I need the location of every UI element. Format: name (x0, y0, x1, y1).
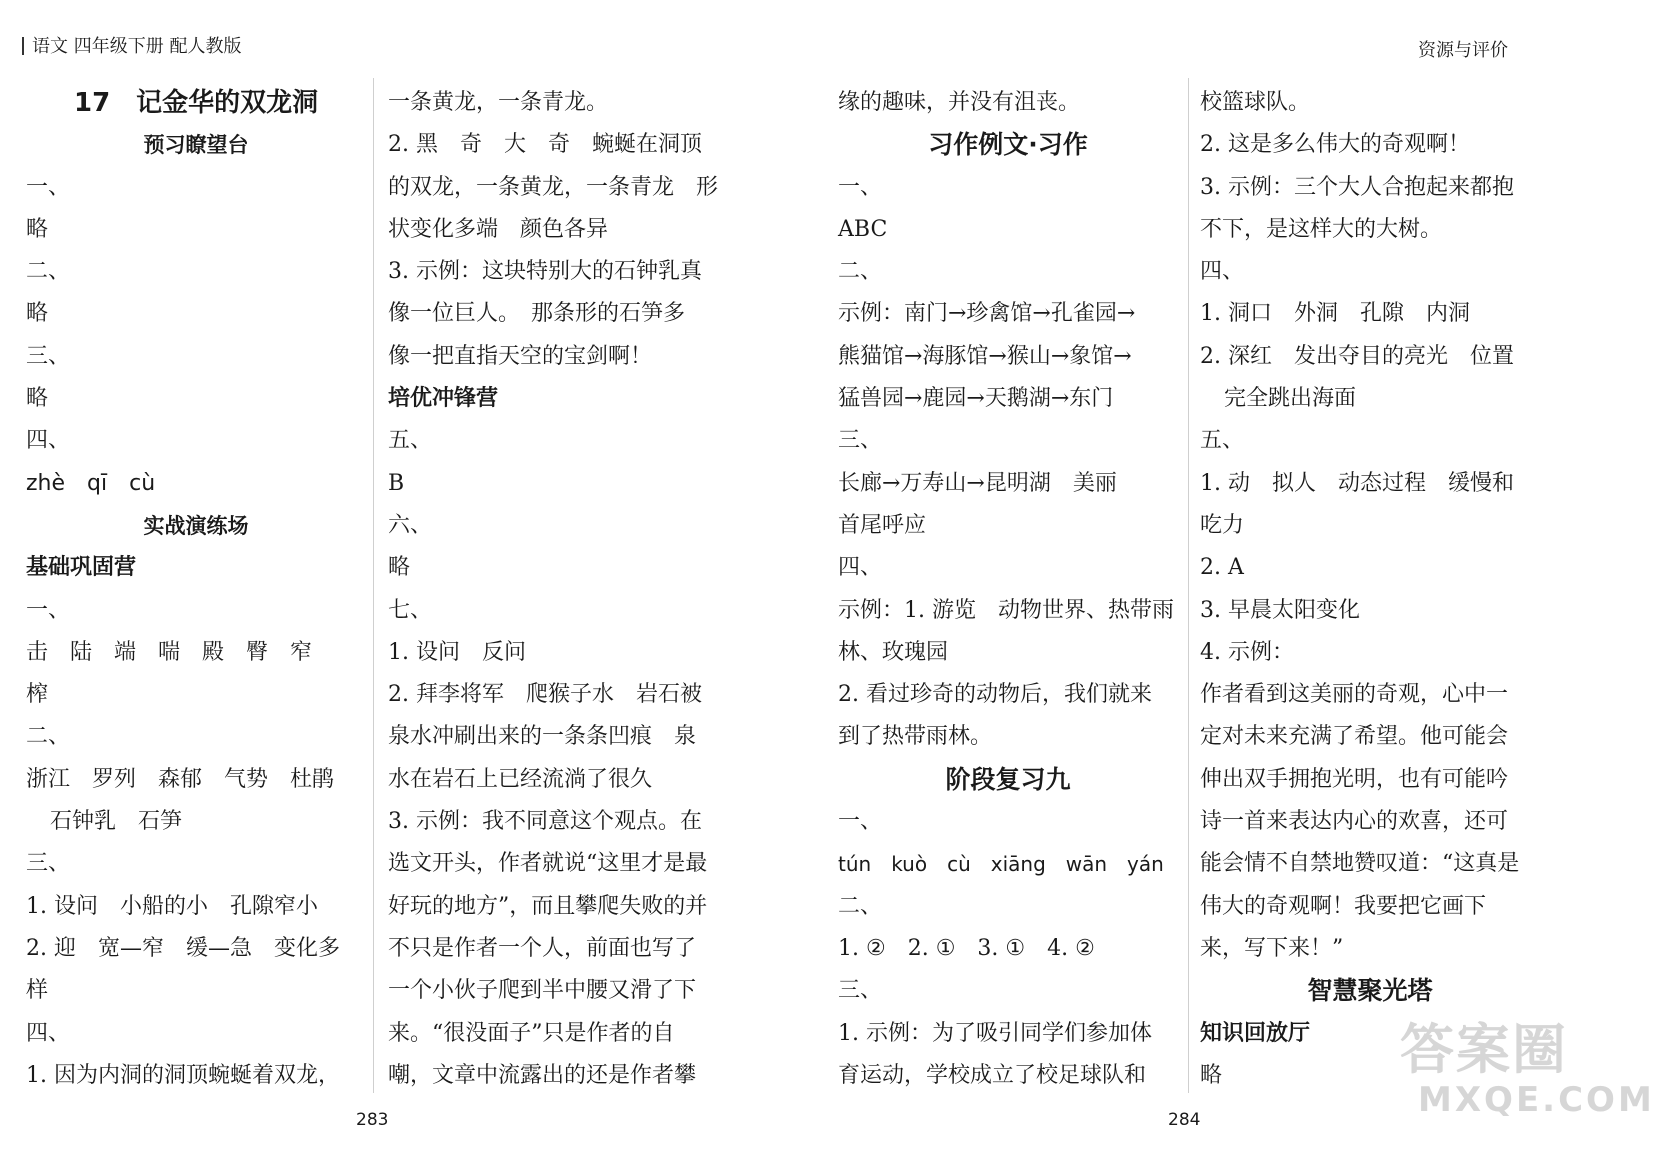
answer-line: tún kuò cù xiāng wān yán (838, 852, 1164, 877)
answer-line: 3. 示例：我不同意这个观点。在 (388, 809, 702, 835)
question-number: 二、 (26, 259, 71, 285)
section-heading: 习作例文·习作 (928, 130, 1088, 160)
answer-line: 伸出双手拥抱光明，也有可能吟 (1200, 766, 1509, 792)
answer-line: 1. 动 拟人 动态过程 缓慢和 (1200, 470, 1514, 496)
answer-line: 4. 示例： (1200, 639, 1294, 665)
section-heading: 实战演练场 (143, 513, 249, 538)
question-number: 一、 (838, 809, 883, 835)
question-number: 一、 (838, 174, 883, 200)
answer-line: 吃力 (1200, 512, 1245, 538)
answer-line: 略 (26, 301, 49, 327)
answer-line: 首尾呼应 (838, 512, 927, 538)
answer-line: 泉水冲刷出来的一条条凹痕 泉 (388, 724, 697, 750)
question-number: 三、 (838, 428, 883, 454)
answer-line: 校篮球队。 (1200, 90, 1311, 115)
question-number: 三、 (26, 851, 71, 877)
subsection-heading: 知识回放厅 (1200, 1020, 1311, 1046)
answer-line: 2. 黑 奇 大 奇 蜿蜒在洞顶 (388, 132, 702, 158)
answer-line: ABC (838, 216, 888, 242)
section-heading: 阶段复习九 (945, 764, 1071, 794)
answer-line: 略 (388, 555, 411, 581)
answer-line: 2. 这是多么伟大的奇观啊！ (1200, 132, 1470, 158)
answer-line: 猛兽园→鹿园→天鹅湖→东门 (838, 386, 1114, 412)
answer-line: 来。“很没面子”只是作者的自 (388, 1020, 675, 1046)
header-bar (22, 37, 24, 55)
question-number: 四、 (26, 1020, 71, 1046)
answer-line: 育运动，学校成立了校足球队和 (838, 1062, 1147, 1088)
question-number: 二、 (26, 724, 71, 750)
answer-line: 1. 示例：为了吸引同学们参加体 (838, 1020, 1152, 1046)
running-header-left (22, 32, 241, 58)
question-number: 二、 (838, 893, 883, 919)
column-divider (1188, 78, 1189, 1093)
page-number-right: 284 (1168, 1110, 1201, 1130)
answer-line: 嘲，文章中流露出的还是作者攀 (388, 1062, 697, 1088)
answer-line: 像一把直指天空的宝剑啊！ (388, 343, 653, 369)
answer-line: 2. A (1200, 555, 1244, 581)
answer-line: 一条黄龙，一条青龙。 (388, 90, 609, 115)
question-number: 二、 (838, 259, 883, 285)
question-number: 四、 (838, 555, 883, 581)
answer-line: 3. 早晨太阳变化 (1200, 597, 1360, 623)
answer-column-1 (26, 82, 366, 1097)
answer-line: 不只是作者一个人，前面也写了 (388, 935, 697, 961)
question-number: 五、 (388, 428, 433, 454)
answer-line: 选文开头，作者就说“这里才是最 (388, 851, 708, 877)
question-number: 一、 (26, 597, 71, 623)
answer-line: 林、玫瑰园 (838, 639, 949, 665)
answer-line: 浙江 罗列 森郁 气势 杜鹃 (26, 766, 335, 792)
question-number: 七、 (388, 597, 433, 623)
question-number: 五、 (1200, 428, 1245, 454)
answer-line: 水在岩石上已经流淌了很久 (388, 766, 653, 792)
answer-line: 2. 拜李将军 爬猴子水 岩石被 (388, 682, 702, 708)
subsection-heading: 培优冲锋营 (388, 386, 499, 412)
answer-line: 略 (1200, 1062, 1223, 1088)
answer-line: 定对未来充满了希望。他可能会 (1200, 724, 1509, 750)
answer-line: 2. 迎 宽—窄 缓—急 变化多 (26, 935, 340, 961)
answer-line: 1. ② 2. ① 3. ① 4. ② (838, 935, 1095, 961)
question-number: 四、 (1200, 259, 1245, 285)
answer-line: 示例：1. 游览 动物世界、热带雨 (838, 597, 1174, 623)
answer-line: 缘的趣味，并没有沮丧。 (838, 90, 1081, 115)
answer-line: 1. 设问 反问 (388, 639, 526, 665)
answer-column-4 (1200, 82, 1540, 1097)
answer-line: 状变化多端 颜色各异 (388, 216, 609, 242)
question-number: 三、 (838, 978, 883, 1004)
answer-line: 榨 (26, 682, 49, 708)
answer-line: 1. 设问 小船的小 孔隙窄小 (26, 893, 318, 919)
question-number: 一、 (26, 174, 71, 200)
answer-line: 样 (26, 978, 49, 1004)
answer-line: 击 陆 端 喘 殿 臀 窄 (26, 639, 313, 665)
running-header-right: 资源与评价 (1418, 40, 1508, 61)
section-heading: 智慧聚光塔 (1307, 976, 1433, 1006)
answer-line: 不下，是这样大的大树。 (1200, 216, 1443, 242)
answer-line: 好玩的地方”，而且攀爬失败的并 (388, 893, 708, 919)
question-number: 四、 (26, 428, 71, 454)
watermark-url: MXQE.COM (1418, 1080, 1655, 1120)
answer-line: 1. 因为内洞的洞顶蜿蜒着双龙， (26, 1062, 340, 1088)
answer-line: 诗一首来表达内心的欢喜，还可 (1200, 809, 1509, 835)
answer-line: 熊猫馆→海豚馆→猴山→象馆→ (838, 343, 1132, 369)
answer-line: 示例：南门→珍禽馆→孔雀园→ (838, 301, 1136, 327)
answer-line: B (388, 470, 405, 496)
section-heading: 预习瞭望台 (143, 133, 249, 158)
watermark-text: 答案圈 (1400, 1018, 1568, 1081)
answer-line: 一个小伙子爬到半中腰又滑了下 (388, 978, 697, 1004)
answer-line: 完全跳出海面 (1224, 386, 1357, 412)
page-number-left: 283 (356, 1110, 389, 1130)
question-number: 三、 (26, 343, 71, 369)
answer-line: 长廊→万寿山→昆明湖 美丽 (838, 470, 1117, 496)
answer-line: 3. 示例：三个大人合抱起来都抱 (1200, 174, 1514, 200)
answer-line: 来，写下来！” (1200, 935, 1344, 961)
answer-line: 略 (26, 216, 49, 242)
answer-line: 1. 洞口 外洞 孔隙 内洞 (1200, 301, 1470, 327)
header-left-text: 语文 四年级下册 配人教版 (32, 36, 242, 57)
answer-column-2 (388, 82, 733, 1097)
subsection-heading: 基础巩固营 (26, 555, 137, 581)
question-number: 六、 (388, 512, 433, 538)
answer-line: 石钟乳 石笋 (50, 809, 183, 835)
lesson-title: 17 记金华的双龙洞 (74, 88, 319, 118)
answer-line: 3. 示例：这块特别大的石钟乳真 (388, 259, 702, 285)
answer-line: 像一位巨人。 那条形的石笋多 (388, 301, 686, 327)
answer-line: 2. 深红 发出夺目的亮光 位置 (1200, 343, 1514, 369)
answer-line: 略 (26, 386, 49, 412)
column-divider (373, 78, 374, 1093)
answer-line: 的双龙，一条黄龙，一条青龙 形 (388, 174, 719, 200)
watermark-logo (1400, 1018, 1655, 1150)
answer-line: 作者看到这美丽的奇观，心中一 (1200, 682, 1509, 708)
answer-line: 伟大的奇观啊！我要把它画下 (1200, 893, 1487, 919)
answer-line: 到了热带雨林。 (838, 724, 993, 750)
answer-column-3 (838, 82, 1178, 1097)
answer-line: zhè qī cù (26, 470, 156, 496)
answer-line: 能会情不自禁地赞叹道：“这真是 (1200, 851, 1520, 877)
answer-line: 2. 看过珍奇的动物后，我们就来 (838, 682, 1152, 708)
